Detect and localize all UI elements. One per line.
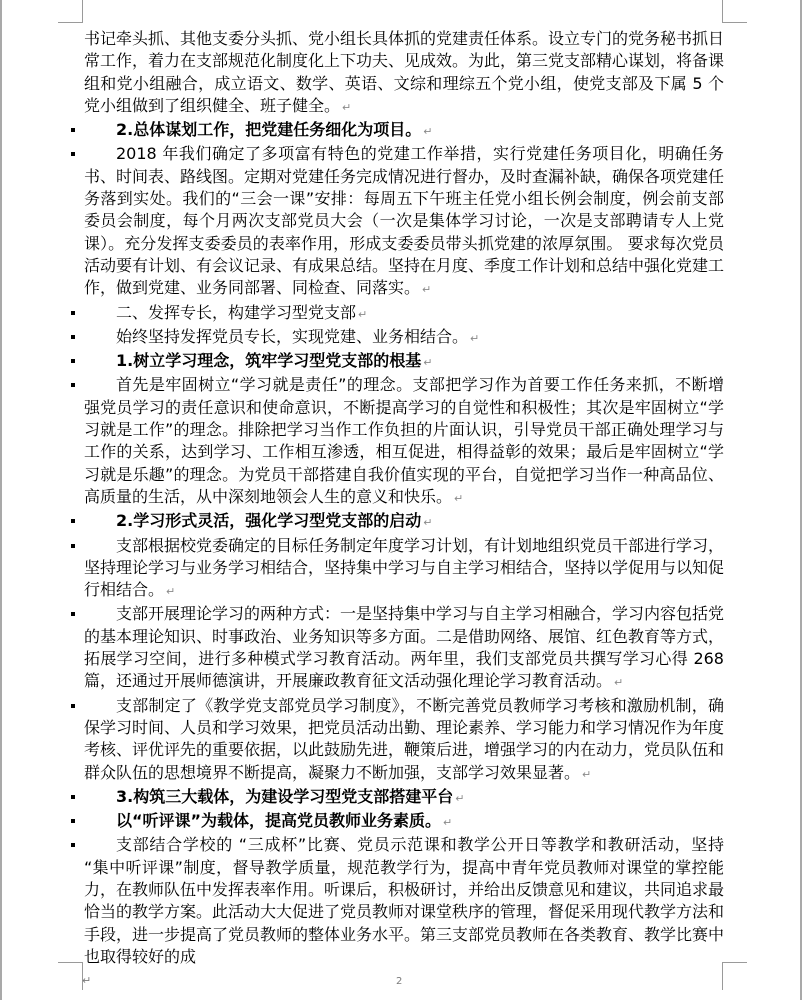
crop-mark-bottom-right-h <box>722 962 747 963</box>
paragraph-bullet-marker <box>71 383 75 387</box>
paragraph-text: 2.学习形式灵活，强化学习型党支部的启动 <box>116 511 422 531</box>
paragraph-bullet-marker <box>71 612 75 616</box>
paragraph-text: 2.总体谋划工作，把党建任务细化为项目。 <box>116 120 422 140</box>
paragraph-bullet-marker <box>71 128 75 132</box>
paragraph-text: 3.构筑三大载体，为建设学习型党支部搭建平台 <box>116 786 454 806</box>
window-left-edge <box>0 0 2 1000</box>
crop-mark-top-right-v <box>722 0 723 22</box>
heading-paragraph <box>84 350 724 374</box>
crop-mark-top-left-h <box>58 22 83 23</box>
heading-paragraph <box>84 786 724 810</box>
body-paragraph <box>84 834 724 968</box>
paragraph-text: 支部制定了《教学党支部党员学习制度》，不断完善党员教师学习考核和激励机制，确保学习时间、人员和学习效果，把党员活动出勤、理论素养、学习能力和学习情况作为年度考核、评优评先的重要依据，以此鼓励先进，鞭策后进，增强学习的内在动力，党员队伍和群众队伍的思想境界不断提高，凝聚力不断加强，支部学习效果显著。 <box>84 695 725 782</box>
paragraph-bullet-marker <box>71 152 75 156</box>
paragraph-text: 支部结合学校的 “三成杯”比赛、党员示范课和教学公开日等教学和教研活动，坚持 “集中听评课”制度，督导教学质量，规范教学行为，提高中青年党员教师对课堂的掌控能力，在教师队伍中发挥表率作用。听课后，积极研讨，并给出反馈意见和建议，共同追求最恰当的教学方案。此活动大大促进了党员教师对课堂秩序的管理，督促采用现代教学方法和手段，进一步提高了党员教师的整体业务水平。第三支部党员教师在各类教育、教学比赛中也取得较好的成 <box>84 835 725 966</box>
paragraph-bullet-marker <box>71 704 75 708</box>
paragraph-text: 始终坚持发挥党员专长，实现党建、业务相结合。 <box>116 326 469 346</box>
paragraph-return-mark: ↵ <box>614 676 624 690</box>
crop-mark-top-right-h <box>722 22 747 23</box>
paragraph-return-mark: ↵ <box>423 125 433 139</box>
crop-mark-bottom-left-h <box>58 962 83 963</box>
paragraph-text: 书记牵头抓、其他支委分头抓、党小组长具体抓的党建责任体系。设立专门的党务秘书抓日常工作，着力在支部规范化制度化上下功夫、见成效。为此，第三党支部精心谋划，将备课组和党小组融合，成立语文、数学、英语、文综和理综五个党小组，使党支部及下属 5 个党小组做到了组织健全、班子健全。 <box>84 29 725 115</box>
paragraph-bullet-marker <box>71 795 75 799</box>
paragraph-text: 支部开展理论学习的两种方式：一是坚持集中学习与自主学习相融合，学习内容包括党的基本理论知识、时事政治、业务知识等多方面。二是借助网络、展馆、红色教育等方式，拓展学习空间，进行多种模式学习教育活动。两年里，我们支部党员共撰写学习心得 268 篇，还通过开展师德演讲，开展廉政教育征文活动强化理论学习教育活动。 <box>84 604 725 691</box>
heading-paragraph <box>84 510 724 534</box>
body-paragraph <box>84 143 724 301</box>
body-paragraph <box>84 326 724 350</box>
paragraph-text: 2018 年我们确定了多项富有特色的党建工作举措，实行党建任务项目化，明确任务书、时间表、路线图。定期对党建任务完成情况进行督办，及时查漏补缺，确保各项党建任务落到实处。我们的“三会一课”安排：每周五下午班主任党小组长例会制度，例会前支部委员会制度，每个月两次支部党员大会（一次是集体学习讨论，一次是支部聘请专人上党课）。充分发挥支委委员的表率作用，形成支委委员带头抓党建的浓厚氛围。 要求每次党员活动要有计划、有会议记录、有成果总结。坚持在月度、季度工作计划和总结中强化党建工作，做到党建、业务同部署、同检查、同落实。 <box>84 144 725 298</box>
paragraph-text: 首先是牢固树立“学习就是责任”的理念。支部把学习作为首要工作任务来抓，不断增强党员学习的责任意识和使命意识，不断提高学习的自觉性和积极性；其次是牢固树立“学习就是工作”的理念。排除把学习当作工作负担的片面认识，引导党员干部正确处理学习与工作的关系，达到学习、工作相互渗透，相互促进，相得益彰的效果；最后是牢固树立“学习就是乐趣”的理念。为党员干部搭建自我价值实现的平台，自觉把学习当作一种高品位、高质量的生活，从中深刻地领会人生的意义和快乐。 <box>84 375 724 506</box>
paragraph-return-mark: ↵ <box>422 283 432 297</box>
body-paragraph <box>84 535 724 604</box>
paragraph-return-mark: ↵ <box>454 491 464 505</box>
paragraph-return-mark: ↵ <box>423 516 433 530</box>
crop-mark-top-left-v <box>82 0 83 22</box>
paragraph-bullet-marker <box>71 819 75 823</box>
paragraph-bullet-marker <box>71 544 75 548</box>
paragraph-return-mark: ↵ <box>358 307 368 321</box>
paragraph-return-mark: ↵ <box>166 585 176 599</box>
paragraph-bullet-marker <box>71 311 75 315</box>
body-paragraph <box>84 302 724 326</box>
body-paragraph <box>84 603 724 694</box>
paragraph-return-mark: ↵ <box>443 816 453 830</box>
paragraph-return-mark: ↵ <box>423 356 433 370</box>
paragraph-bullet-marker <box>71 359 75 363</box>
document-body[interactable] <box>84 28 724 968</box>
paragraph-text: 以“听评课”为载体，提高党员教师业务素质。 <box>116 811 442 831</box>
body-paragraph <box>84 695 724 786</box>
paragraph-return-mark: ↵ <box>582 767 592 781</box>
paragraph-text: 1.树立学习理念，筑牢学习型党支部的根基 <box>116 351 422 371</box>
body-paragraph <box>84 28 724 119</box>
paragraph-return-mark: ↵ <box>470 331 480 345</box>
page-number: 2 <box>396 976 403 987</box>
footer-paragraph-mark: ↵ <box>82 974 92 987</box>
body-paragraph <box>84 374 724 510</box>
paragraph-text: 支部根据校党委确定的目标任务制定年度学习计划，有计划地组织党员干部进行学习，坚持理论学习与业务学习相结合，坚持集中学习与自主学习相结合，坚持以学促用与以知促行相结合。 <box>84 535 725 600</box>
paragraph-return-mark: ↵ <box>342 100 352 114</box>
paragraph-bullet-marker <box>71 335 75 339</box>
paragraph-text: 二、发挥专长，构建学习型党支部 <box>116 302 357 322</box>
paragraph-return-mark: ↵ <box>455 791 465 805</box>
heading-paragraph <box>84 810 724 834</box>
heading-paragraph <box>84 119 724 143</box>
paragraph-bullet-marker <box>71 843 75 847</box>
paragraph-bullet-marker <box>71 519 75 523</box>
